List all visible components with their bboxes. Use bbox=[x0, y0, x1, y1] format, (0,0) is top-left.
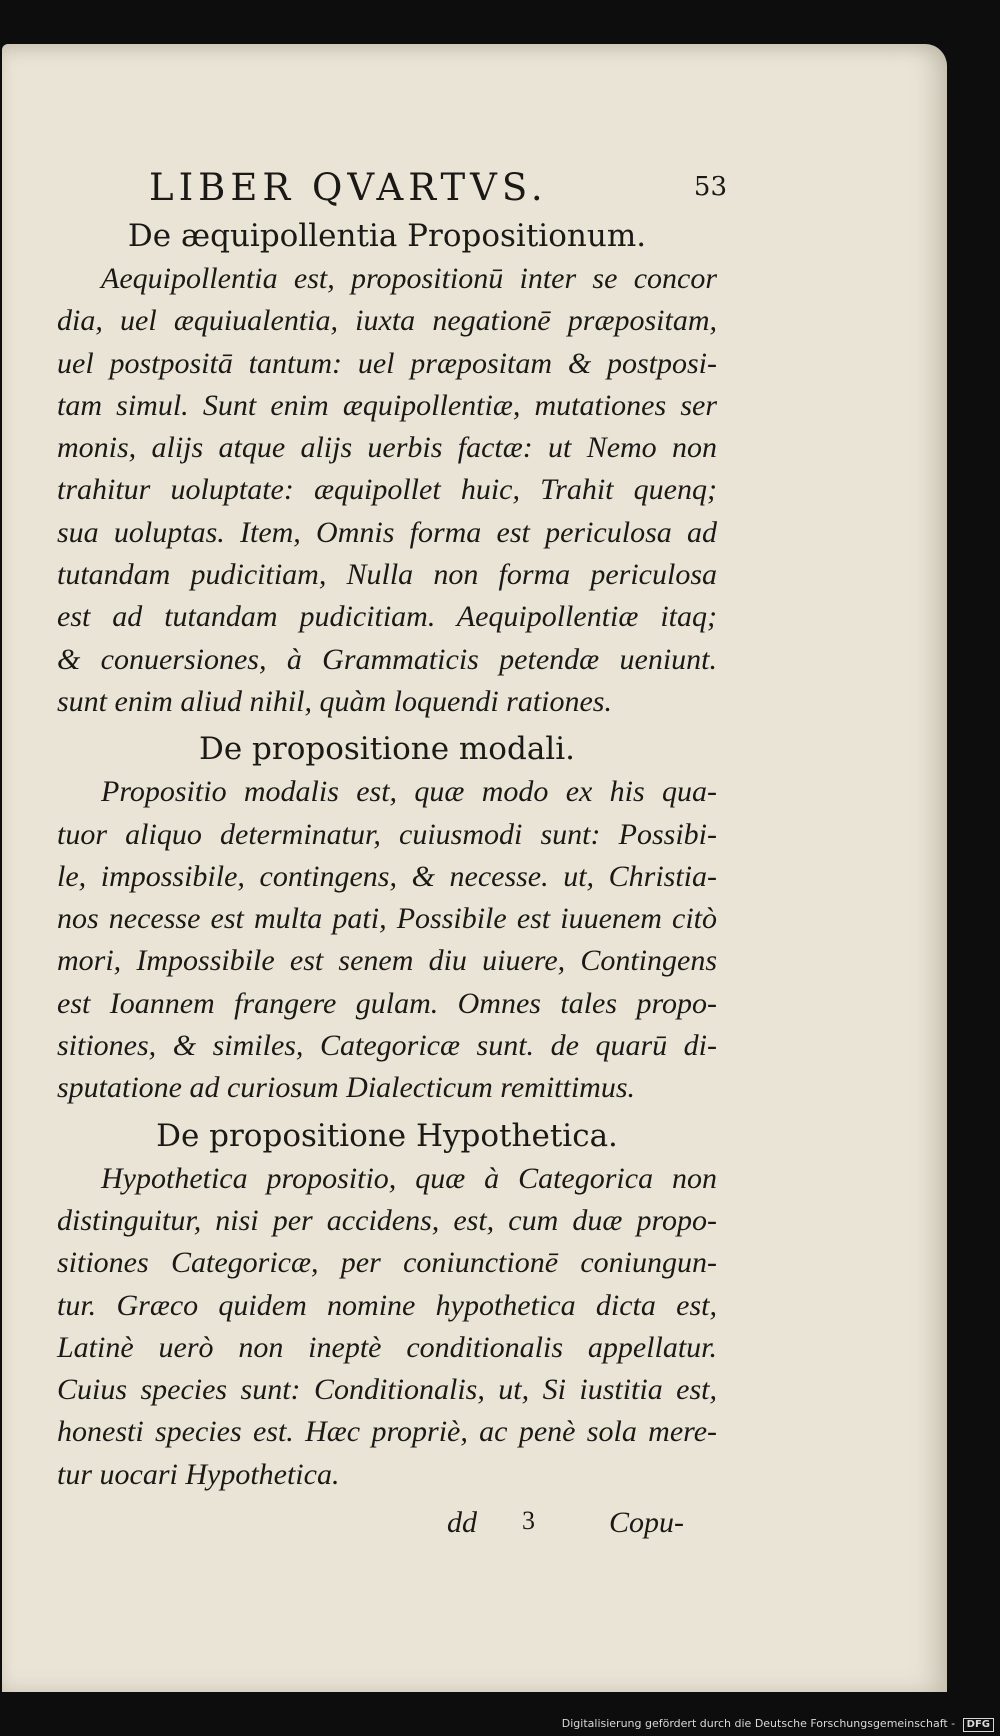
credit-text: Digitalisierung gefördert durch die Deutsche Forschungsgemeinschaft - bbox=[561, 1717, 956, 1730]
section-heading-hypothetica: De propositione Hypothetica. bbox=[156, 1117, 618, 1154]
running-head bbox=[57, 164, 727, 210]
text-line: tam simul. Sunt enim æquipollentiæ, mutationes ser bbox=[57, 388, 717, 422]
text-line: Cuius species sunt: Conditionalis, ut, Si iustitia est, bbox=[57, 1373, 717, 1407]
text-line: est Ioannem frangere gulam. Omnes tales propo- bbox=[57, 986, 717, 1020]
signature-number: 3 bbox=[522, 1506, 535, 1536]
text-line: honesti species est. Hæc propriè, ac penè sola mere- bbox=[57, 1415, 717, 1449]
text-line: sunt enim aliud nihil, quàm loquendi rationes. bbox=[57, 684, 612, 718]
text-line: dia, uel æquiualentia, iuxta negationē præpositam, bbox=[57, 304, 717, 338]
text-block bbox=[57, 164, 727, 1550]
text-line: nos necesse est multa pati, Possibile est iuuenem citò bbox=[57, 902, 717, 936]
text-line: tutandam pudicitiam, Nulla non forma periculosa bbox=[57, 558, 717, 592]
section-heading-aequipollentia: De æquipollentia Propositionum. bbox=[127, 218, 647, 254]
text-line: distinguitur, nisi per accidens, est, cum duæ propo- bbox=[57, 1203, 717, 1237]
text-line: monis, alijs atque alijs uerbis factæ: ut Nemo non bbox=[57, 431, 717, 465]
text-line: & conuersiones, à Grammaticis petendæ ueniunt. bbox=[57, 642, 717, 676]
text-line: Aequipollentia est, propositionū inter se concor bbox=[101, 262, 717, 295]
text-line: Hypothetica propositio, quæ à Categorica non bbox=[101, 1161, 717, 1195]
text-line: est ad tutandam pudicitiam. Aequipollentiæ itaq; bbox=[57, 600, 717, 634]
paragraph-modali bbox=[57, 771, 717, 1109]
book-page bbox=[2, 44, 947, 1692]
text-line: le, impossibile, contingens, & necesse. ut, Christia- bbox=[57, 859, 717, 893]
text-line: tuor aliquo determinatur, cuiusmodi sunt: Possibi- bbox=[57, 817, 717, 851]
text-line: sitiones Categoricæ, per coniunctionē coniungun- bbox=[57, 1246, 717, 1280]
catchword: Copu- bbox=[609, 1506, 684, 1540]
page-number: 53 bbox=[693, 172, 727, 202]
text-line: uel postpositā tantum: uel præpositam & postposi- bbox=[57, 346, 717, 380]
section-heading-modali: De propositione modali. bbox=[199, 731, 575, 768]
page-footer bbox=[57, 1506, 717, 1550]
text-line: tur. Græco quidem nomine hypothetica dicta est, bbox=[57, 1288, 717, 1322]
dfg-logo: DFG bbox=[963, 1718, 994, 1732]
text-line: mori, Impossibile est senem diu uiuere, Contingens bbox=[57, 944, 717, 978]
text-line: sputatione ad curiosum Dialecticum remittimus. bbox=[57, 1071, 635, 1105]
text-line: trahitur uoluptate: æquipollet huic, Trahit quenq; bbox=[57, 473, 717, 507]
text-line: tur uocari Hypothetica. bbox=[57, 1457, 340, 1491]
paragraph-hypothetica bbox=[57, 1158, 717, 1496]
digitization-credit bbox=[562, 1717, 994, 1732]
text-line: Propositio modalis est, quæ modo ex his qua- bbox=[101, 775, 717, 809]
paragraph-aequipollentia bbox=[57, 258, 717, 723]
text-line: Latinè uerò non ineptè conditionalis appellatur. bbox=[57, 1330, 717, 1364]
running-title: LIBER QVARTVS. bbox=[149, 166, 548, 209]
text-line: sitiones, & similes, Categoricæ sunt. de quarū di- bbox=[57, 1029, 717, 1063]
signature-mark: dd bbox=[447, 1506, 477, 1540]
text-line: sua uoluptas. Item, Omnis forma est periculosa ad bbox=[57, 515, 717, 549]
